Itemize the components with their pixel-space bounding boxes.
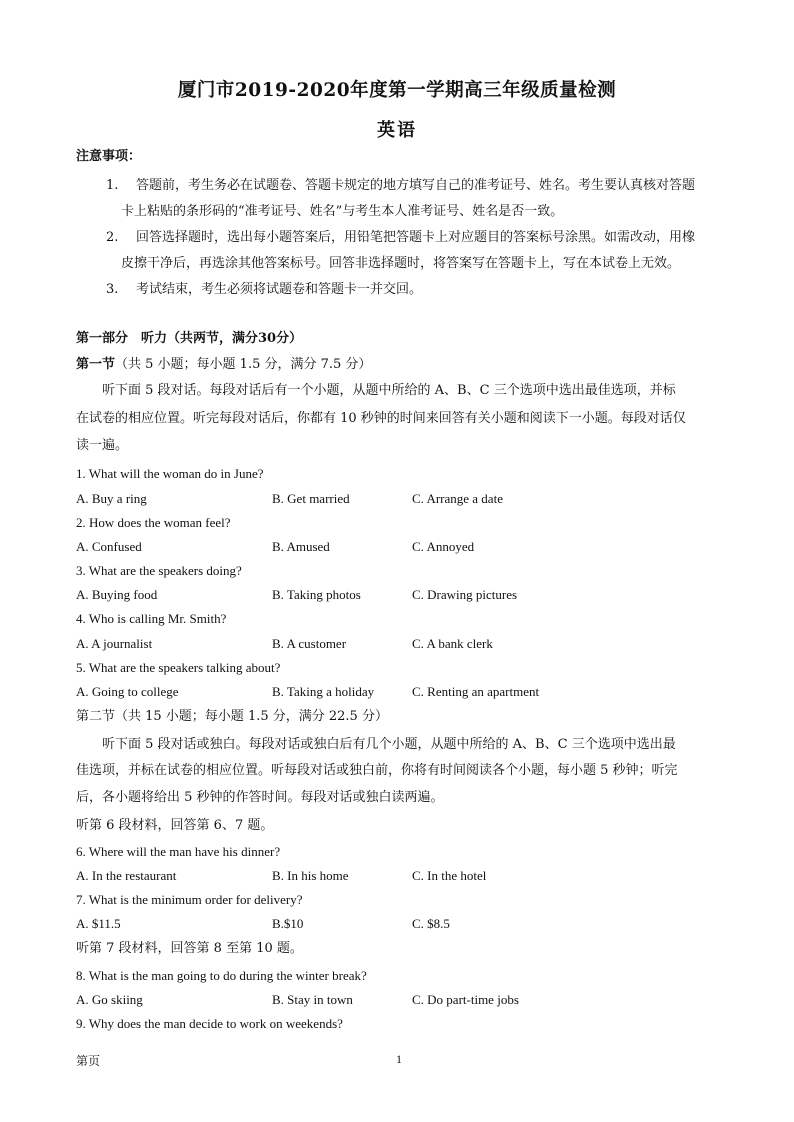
question-1-options <box>76 490 756 508</box>
option-b: B. Get married <box>272 491 350 506</box>
section2-instructions-line3: 后，各小题将给出 5 秒钟的作答时间。每段对话或独白读两遍。 <box>76 790 444 805</box>
section1-instructions-line3: 读一遍。 <box>76 438 129 453</box>
question-8: 8. What is the man going to do during the winter break? <box>76 968 367 983</box>
question-1: 1. What will the woman do in June? <box>76 466 264 481</box>
option-b: B. Taking a holiday <box>272 684 375 699</box>
subject-title: 英语 <box>377 120 417 141</box>
option-a: A. Confused <box>76 539 142 554</box>
question-3: 3. What are the speakers doing? <box>76 563 242 578</box>
question-2: 2. How does the woman feel? <box>76 515 231 530</box>
question-8-options <box>76 991 756 1009</box>
question-4: 4. Who is calling Mr. Smith? <box>76 611 227 626</box>
option-a: A. Buying food <box>76 587 158 602</box>
question-4-options <box>76 635 756 653</box>
material-6-instruction: 听第 6 段材料，回答第 6、7 题。 <box>76 818 274 833</box>
option-c: C. Drawing pictures <box>412 587 518 602</box>
option-a: A. A journalist <box>76 636 153 651</box>
material-7-instruction: 听第 7 段材料，回答第 8 至第 10 题。 <box>76 941 303 956</box>
option-a: A. Going to college <box>76 684 179 699</box>
section2-instructions-line1: 听下面 5 段对话或独白。每段对话或独白后有几个小题，从题中所给的 A、B、C 三个选项中选出最 <box>102 737 676 752</box>
notice-item-2-cont: 皮擦干净后，再选涂其他答案标号。回答非选择题时，将答案写在答题卡上，写在本试卷上无效。 <box>121 256 681 271</box>
section1-instructions-line1: 听下面 5 段对话。每段对话后有一个小题，从题中所给的 A、B、C 三个选项中选出最佳选项，并标 <box>102 383 676 398</box>
notice-item-3: 3. 考试结束，考生必须将试题卷和答题卡一并交回。 <box>106 282 423 297</box>
question-5-options <box>76 683 756 701</box>
option-b: B. Stay in town <box>272 992 353 1007</box>
question-9: 9. Why does the man decide to work on weekends? <box>76 1016 343 1031</box>
option-b: B. Taking photos <box>272 587 361 602</box>
notice-item-1-cont: 卡上粘贴的条形码的“准考证号、姓名”与考生本人准考证号、姓名是否一致。 <box>121 204 564 219</box>
section1-instructions-line2: 在试卷的相应位置。听完每段对话后，你都有 10 秒钟的时间来回答有关小题和阅读下一小题。每段对话仅 <box>76 411 686 426</box>
option-b: B.$10 <box>272 916 304 931</box>
part1-heading: 第一部分 听力（共两节，满分30分） <box>76 331 303 346</box>
notice-heading: 注意事项： <box>76 149 142 164</box>
question-6-options <box>76 867 756 885</box>
option-c: C. A bank clerk <box>412 636 493 651</box>
option-c: C. Renting an apartment <box>412 684 540 699</box>
question-2-options <box>76 538 756 556</box>
option-c: C. Arrange a date <box>412 491 503 506</box>
option-a: A. In the restaurant <box>76 868 177 883</box>
option-c: C. In the hotel <box>412 868 487 883</box>
question-6: 6. Where will the man have his dinner? <box>76 844 281 859</box>
option-c: C. $8.5 <box>412 916 450 931</box>
option-b: B. A customer <box>272 636 347 651</box>
option-b: B. Amused <box>272 539 330 554</box>
notice-item-2: 2. 回答选择题时，选出每小题答案后，用铅笔把答题卡上对应题目的答案标号涂黑。如需改动，用橡 <box>106 230 696 245</box>
option-a: A. Go skiing <box>76 992 143 1007</box>
option-c: C. Annoyed <box>412 539 475 554</box>
section1-heading: 第一节（共 5 小题；每小题 1.5 分，满分 7.5 分） <box>76 357 372 372</box>
section2-instructions-line2: 佳选项，并标在试卷的相应位置。听每段对话或独白前，你将有时间阅读各个小题，每小题 5 秒钟；听完 <box>76 763 678 778</box>
question-3-options <box>76 586 756 604</box>
question-5: 5. What are the speakers talking about? <box>76 660 281 675</box>
option-a: A. $11.5 <box>76 916 121 931</box>
page-title: 厦门市2019-2020年度第一学期高三年级质量检测 <box>177 80 617 101</box>
section2-heading: 第二节（共 15 小题；每小题 1.5 分，满分 22.5 分） <box>76 709 388 724</box>
option-c: C. Do part-time jobs <box>412 992 519 1007</box>
option-b: B. In his home <box>272 868 349 883</box>
footer-page-label: 第页 <box>76 1054 101 1068</box>
question-7-options <box>76 915 756 933</box>
footer-page-number: 1 <box>396 1052 402 1066</box>
notice-item-1: 1. 答题前，考生务必在试题卷、答题卡规定的地方填写自己的准考证号、姓名。考生要认真核对答题 <box>106 178 696 193</box>
question-7: 7. What is the minimum order for delivery? <box>76 892 303 907</box>
option-a: A. Buy a ring <box>76 491 147 506</box>
